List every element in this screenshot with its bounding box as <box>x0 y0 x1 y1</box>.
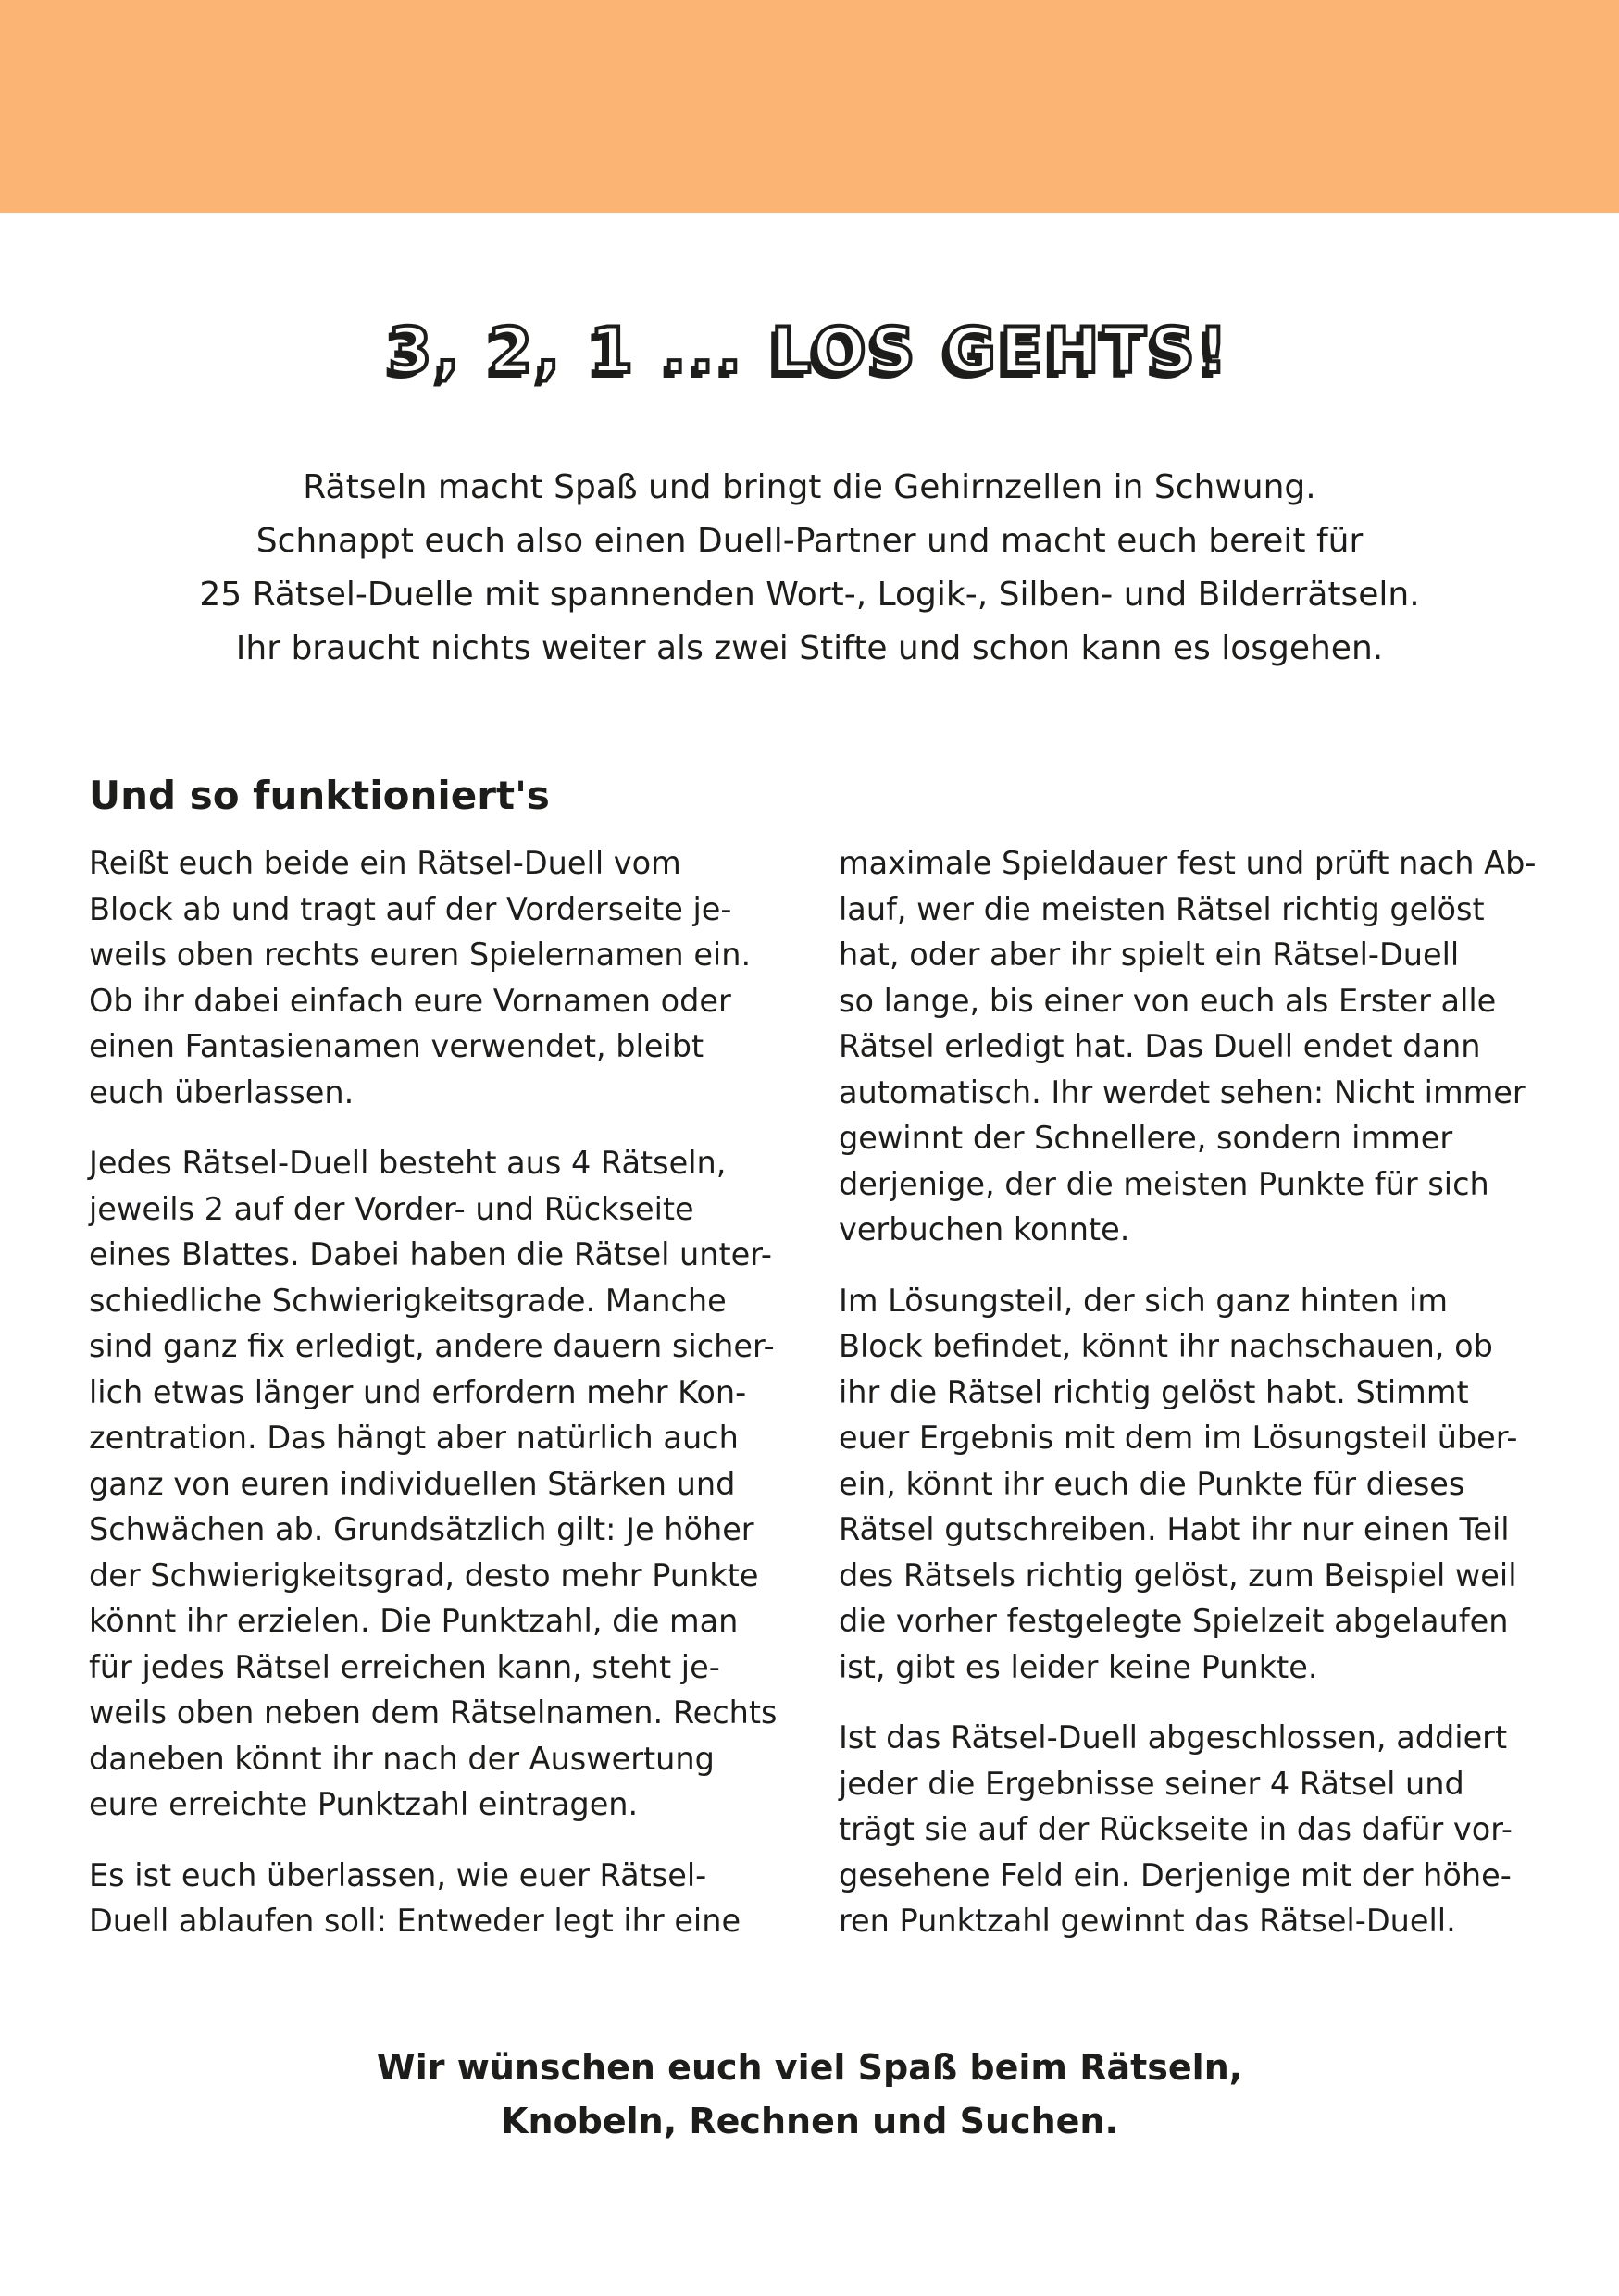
paragraph <box>839 1715 1536 1944</box>
text-line: Ist das Rätsel-Duell abgeschlossen, addiert <box>839 1719 1508 1756</box>
paragraph <box>89 1853 777 1944</box>
top-color-band <box>0 0 1619 213</box>
closing-line: Wir wünschen euch viel Spaß beim Rätseln, <box>376 2047 1243 2088</box>
intro-line: 25 Rätsel-Duelle mit spannenden Wort-, Logik-, Silben- und Bilderrätseln. <box>199 576 1420 614</box>
text-line: ein, könnt ihr euch die Punkte für dieses <box>839 1465 1465 1502</box>
text-line: sind ganz fix erledigt, andere dauern sicher- <box>89 1328 775 1364</box>
closing-line: Knobeln, Rechnen und Suchen. <box>501 2101 1118 2141</box>
closing-text <box>0 2041 1619 2148</box>
text-line: Es ist euch überlassen, wie euer Rätsel- <box>89 1856 707 1893</box>
text-line: ist, gibt es leider keine Punkte. <box>839 1648 1318 1685</box>
text-line: Schwächen ab. Grundsätzlich gilt: Je höher <box>89 1511 754 1547</box>
text-line: jeder die Ergebnisse seiner 4 Rätsel und <box>839 1765 1464 1802</box>
text-line: verbuchen konnte. <box>839 1211 1130 1247</box>
text-line: Duell ablaufen soll: Entweder legt ihr eine <box>89 1903 741 1939</box>
text-line: jeweils 2 auf der Vorder- und Rückseite <box>89 1190 694 1227</box>
text-line: daneben könnt ihr nach der Auswertung <box>89 1740 715 1777</box>
text-line: euer Ergebnis mit dem im Lösungsteil über- <box>839 1420 1518 1456</box>
page-title: 3, 2, 1 ... LOS GEHTS! <box>388 315 1231 388</box>
intro-line: Rätseln macht Spaß und bringt die Gehirnzellen in Schwung. <box>303 468 1316 506</box>
intro-text <box>0 461 1619 676</box>
text-line: des Rätsels richtig gelöst, zum Beispiel weil <box>839 1557 1517 1594</box>
text-line: euch überlassen. <box>89 1074 355 1111</box>
text-line: lich etwas länger und erfordern mehr Kon- <box>89 1373 747 1410</box>
text-line: Rätsel gutschreiben. Habt ihr nur einen Teil <box>839 1511 1510 1547</box>
text-line: eines Blattes. Dabei haben die Rätsel unter- <box>89 1236 772 1272</box>
intro-line: Schnappt euch also einen Duell-Partner und macht euch bereit für <box>255 522 1364 560</box>
text-line: lauf, wer die meisten Rätsel richtig gelöst <box>839 890 1485 927</box>
intro-line: Ihr braucht nichts weiter als zwei Stifte und schon kann es losgehen. <box>235 629 1384 667</box>
text-line: gewinnt der Schnellere, sondern immer <box>839 1120 1453 1156</box>
text-line: könnt ihr erzielen. Die Punktzahl, die man <box>89 1603 739 1639</box>
text-line: einen Fantasienamen verwendet, bleibt <box>89 1028 704 1064</box>
text-line: maximale Spieldauer fest und prüft nach Ab- <box>839 845 1537 881</box>
paragraph <box>839 840 1536 1253</box>
text-line: weils oben neben dem Rätselnamen. Rechts <box>89 1694 778 1731</box>
text-line: Im Lösungsteil, der sich ganz hinten im <box>839 1282 1448 1319</box>
text-line: derjenige, der die meisten Punkte für sich <box>839 1165 1489 1202</box>
paragraph <box>89 1140 777 1828</box>
text-line: weils oben rechts euren Spielernamen ein. <box>89 937 752 973</box>
text-line: gesehene Feld ein. Derjenige mit der höhe- <box>839 1856 1512 1893</box>
right-column <box>839 840 1536 1969</box>
text-line: zentration. Das hängt aber natürlich auch <box>89 1420 739 1456</box>
text-line: Reißt euch beide ein Rätsel-Duell vom <box>89 845 681 881</box>
text-line: für jedes Rätsel erreichen kann, steht je- <box>89 1648 720 1685</box>
text-line: Ob ihr dabei einfach eure Vornamen oder <box>89 982 731 1019</box>
paragraph <box>89 840 777 1115</box>
text-line: automatisch. Ihr werdet sehen: Nicht immer <box>839 1074 1526 1111</box>
text-line: Jedes Rätsel-Duell besteht aus 4 Rätseln, <box>89 1145 727 1181</box>
paragraph <box>839 1278 1536 1691</box>
left-column <box>89 840 777 1969</box>
text-line: Block befindet, könnt ihr nachschauen, ob <box>839 1328 1493 1364</box>
text-line: der Schwierigkeitsgrad, desto mehr Punkte <box>89 1557 759 1594</box>
text-line: ren Punktzahl gewinnt das Rätsel-Duell. <box>839 1903 1456 1939</box>
text-line: schiedliche Schwierigkeitsgrade. Manche <box>89 1282 727 1319</box>
text-line: Block ab und tragt auf der Vorderseite je- <box>89 890 732 927</box>
text-line: ihr die Rätsel richtig gelöst habt. Stimmt <box>839 1373 1469 1410</box>
text-line: trägt sie auf der Rückseite in das dafür vor- <box>839 1811 1513 1847</box>
text-line: hat, oder aber ihr spielt ein Rätsel-Duell <box>839 937 1460 973</box>
text-line: eure erreichte Punktzahl eintragen. <box>89 1786 639 1822</box>
text-line: die vorher festgelegte Spielzeit abgelaufen <box>839 1603 1509 1639</box>
section-heading: Und so funktioniert's <box>89 773 550 818</box>
text-line: Rätsel erledigt hat. Das Duell endet dann <box>839 1028 1481 1064</box>
text-line: ganz von euren individuellen Stärken und <box>89 1465 736 1502</box>
text-line: so lange, bis einer von euch als Erster alle <box>839 982 1497 1019</box>
